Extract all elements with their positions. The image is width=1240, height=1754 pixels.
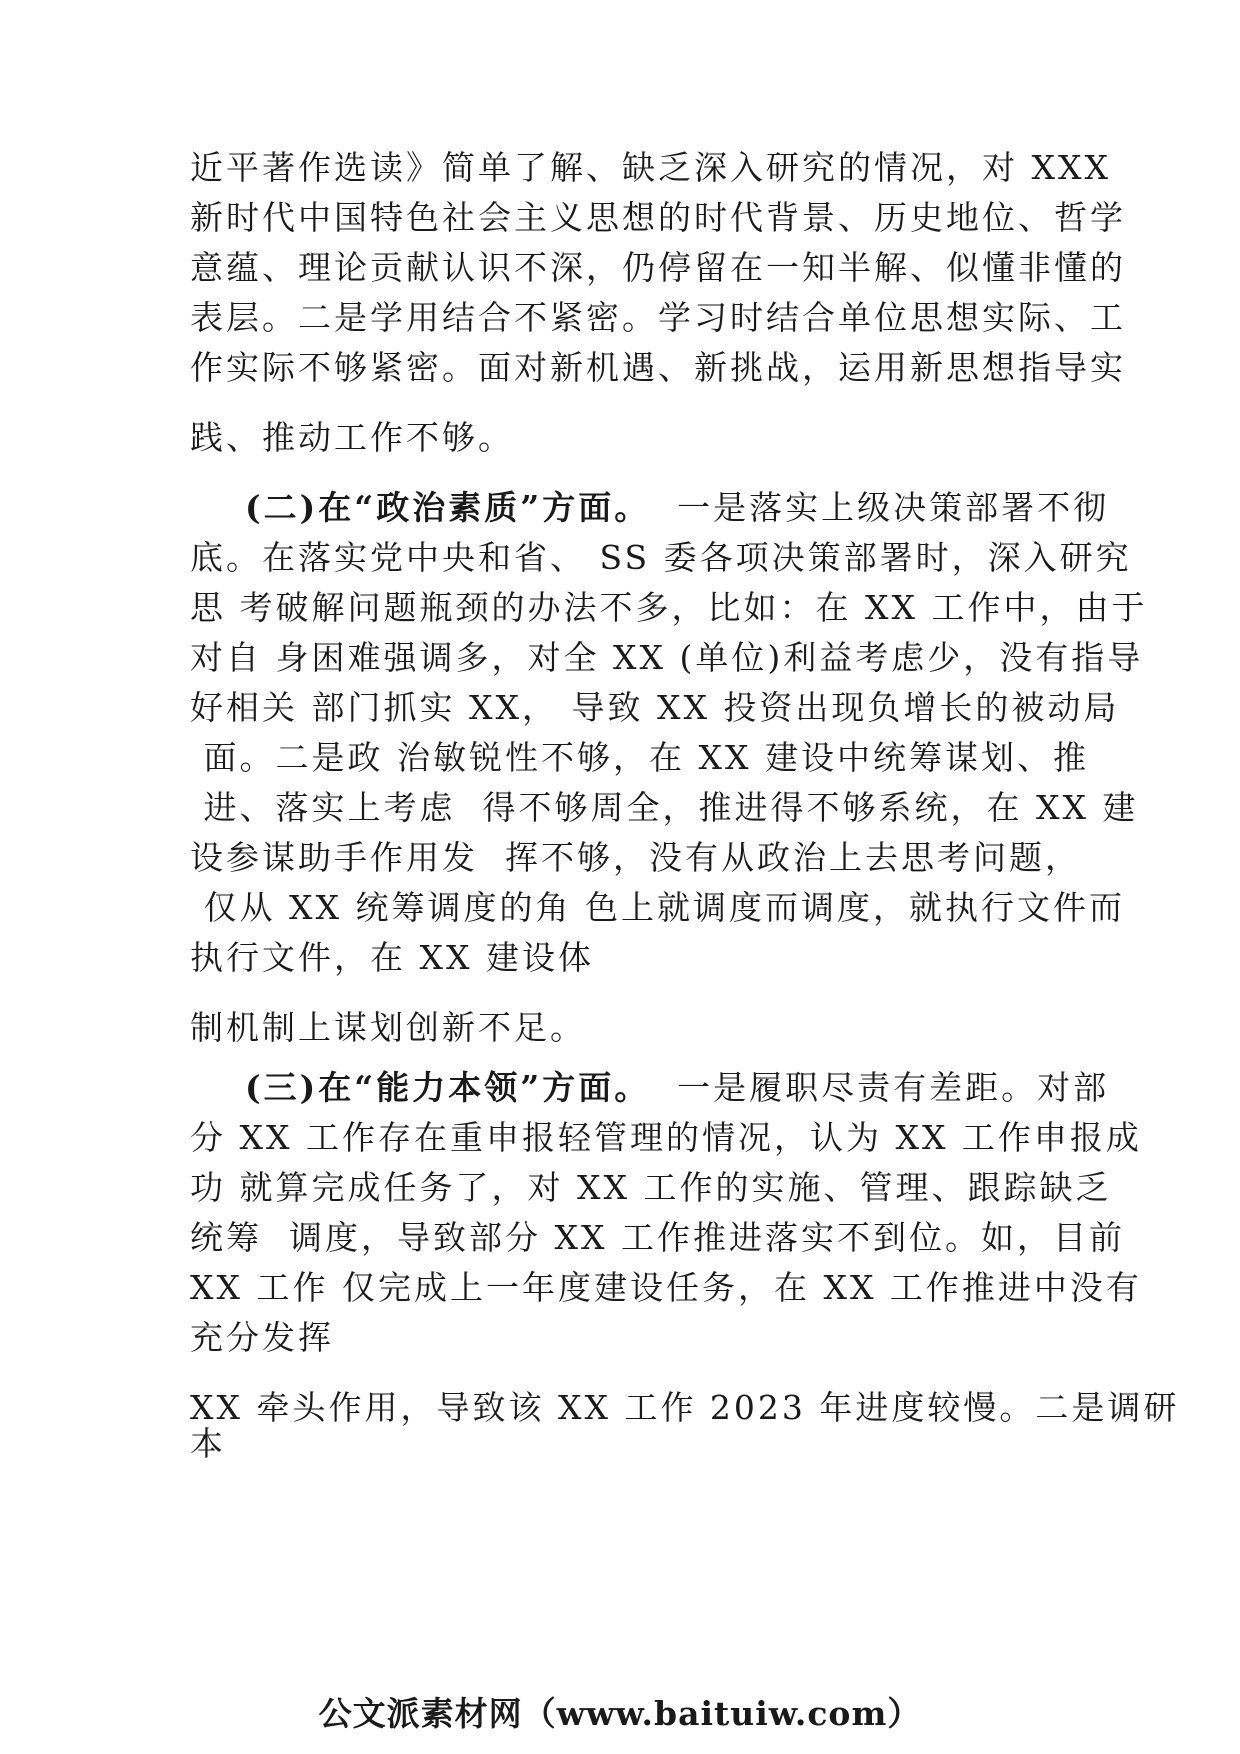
text-line: 践、推动工作不够。 <box>190 418 514 457</box>
text-line: 设参谋助手作用发 挥不够，没有从政治上去思考问题， <box>190 838 1081 877</box>
text-line: 意蕴、理论贡献认识不深，仍停留在一知半解、似懂非懂的 <box>190 248 1126 287</box>
text-line: 面。二是政 治敏锐性不够，在 XX 建设中统筹谋划、推 <box>190 738 1089 777</box>
text-line: 底。在落实党中央和省、 SS 委各项决策部署时，深入研究 <box>190 538 1132 577</box>
paragraph-heading-line <box>245 1068 1109 1108</box>
text-line: 思 考破解问题瓶颈的办法不多，比如：在 XX 工作中，由于 <box>190 588 1148 627</box>
text-line: 统筹 调度，导致部分 XX 工作推进落实不到位。如，目前 <box>190 1218 1125 1257</box>
text-line: 执行文件，在 XX 建设体 <box>190 938 594 977</box>
text-run: 一是履职尽责有差距。对部 <box>650 1068 1110 1107</box>
text-line: 新时代中国特色社会主义思想的时代背景、历史地位、哲学 <box>190 198 1126 237</box>
paragraph-heading-line <box>245 488 1109 528</box>
text-line: 仅从 XX 统筹调度的角 色上就调度而调度，就执行文件而 <box>190 888 1125 927</box>
text-line: 本 <box>190 1424 226 1463</box>
text-line: 功 就算完成任务了，对 XX 工作的实施、管理、跟踪缺乏 <box>190 1168 1112 1207</box>
text-line: XX 工作 仅完成上一年度建设任务，在 XX 工作推进中没有 <box>190 1268 1142 1307</box>
text-line: 分 XX 工作存在重申报轻管理的情况，认为 XX 工作申报成 <box>190 1118 1142 1157</box>
text-line: 进、落实上考虑 得不够周全，推进得不够系统，在 XX 建 <box>190 788 1139 827</box>
text-line: 充分发挥 <box>190 1318 334 1357</box>
text-line: 近平著作选读》简单了解、缺乏深入研究的情况，对 XXX <box>190 148 1111 187</box>
text-line: 对自 身困难强调多，对全 XX (单位)利益考虑少，没有指导 <box>190 638 1144 677</box>
text-line: 作实际不够紧密。面对新机遇、新挑战，运用新思想指导实 <box>190 348 1126 387</box>
text-line: 表层。二是学用结合不紧密。学习时结合单位思想实际、工 <box>190 298 1126 337</box>
footer-site-credit: 公文派素材网（www.baituiw.com） <box>318 1694 922 1733</box>
text-line: XX 牵头作用，导致该 XX 工作 2023 年进度较慢。二是调研 <box>190 1388 1180 1427</box>
text-run: 一是落实上级决策部署不彻 <box>650 488 1110 527</box>
text-line: 好相关 部门抓实 XX， 导致 XX 投资出现负增长的被动局 <box>190 688 1120 727</box>
section-heading: (二)在“政治素质”方面。 <box>245 488 651 527</box>
text-line: 制机制上谋划创新不足。 <box>190 1008 586 1047</box>
section-heading: (三)在“能力本领”方面。 <box>245 1068 651 1107</box>
